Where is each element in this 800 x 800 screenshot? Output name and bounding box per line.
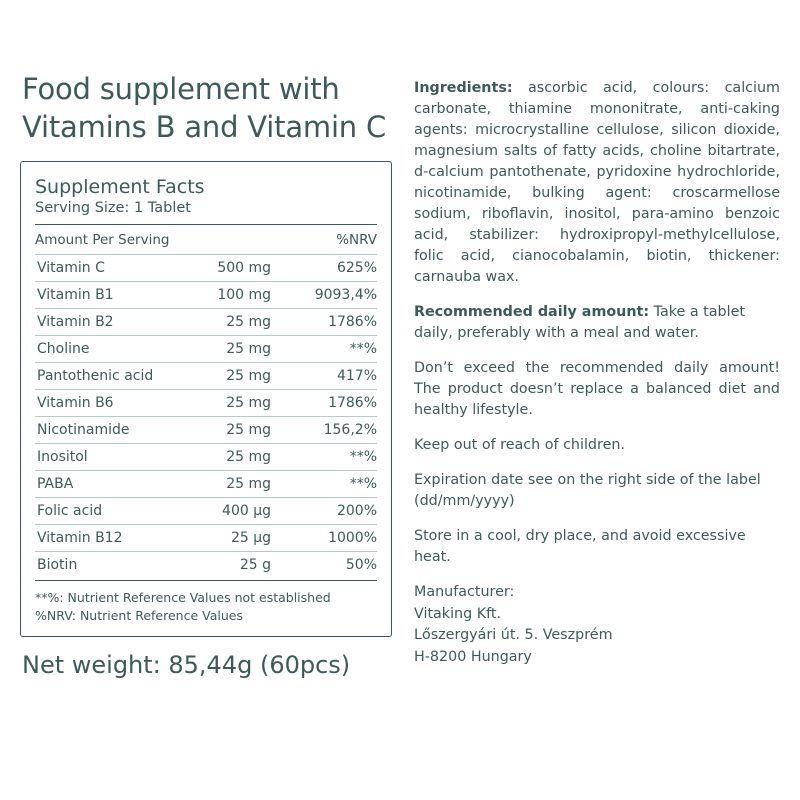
nutrient-amount: 500 mg — [199, 254, 301, 281]
table-row — [35, 308, 377, 335]
nutrient-nrv: 417% — [301, 362, 377, 389]
nutrient-nrv: 1000% — [301, 524, 377, 551]
column-header-nrv: %NRV — [301, 224, 377, 254]
nutrient-amount: 25 mg — [199, 362, 301, 389]
nutrient-amount: 25 mg — [199, 470, 301, 497]
nutrient-nrv: **% — [301, 443, 377, 470]
page-title: Food supplement with Vitamins B and Vitamin C — [22, 72, 387, 145]
nutrient-name: Vitamin B12 — [35, 524, 199, 551]
nutrient-amount: 25 mg — [199, 308, 301, 335]
warning-paragraph: Don’t exceed the recommended daily amount! The product doesn’t replace a balanced diet and healthy lifestyle. — [414, 360, 780, 419]
serving-size: Serving Size: 1 Tablet — [35, 199, 191, 216]
nutrient-nrv: 625% — [301, 254, 377, 281]
nutrient-nrv: 200% — [301, 497, 377, 524]
recommended-amount-paragraph — [414, 302, 780, 344]
table-row — [35, 443, 377, 470]
table-row — [35, 524, 377, 551]
footnotes — [35, 580, 377, 627]
column-header-amount-per-serving: Amount Per Serving — [35, 224, 199, 254]
table-row — [35, 470, 377, 497]
nutrient-name: Nicotinamide — [35, 416, 199, 443]
recommended-amount-text: Take a tablet daily, preferably with a meal and water. — [414, 304, 745, 342]
nutrient-name: Vitamin B6 — [35, 389, 199, 416]
nutrient-name: Biotin — [37, 556, 78, 573]
nutrient-amount: 400 µg — [199, 497, 301, 524]
nutrient-name: Inositol — [35, 443, 199, 470]
manufacturer-city: H-8200 Hungary — [414, 648, 532, 665]
left-column — [20, 70, 392, 760]
column-header-amount — [199, 224, 301, 254]
manufacturer-street: Lőszergyári út. 5. Veszprém — [414, 627, 613, 644]
nutrient-name: Choline — [35, 335, 199, 362]
ingredients-text: ascorbic acid, colours: calcium carbonate, thiamine mononitrate, anti-caking agents: microcrystalline cellulose, silicon dioxide, magnesium salts of fatty acids, choline bitartrate, d-calcium pantothenate, pyridoxine hydrochloride, nicotinamide, bulking agent: croscarmellose sodium, riboflavin, inositol, para-amino benzoic acid, stabilizer: hydroxipropyl-methylcellulose, folic acid, cianocobalamin, biotin, thickener: carnauba wax. — [414, 80, 780, 286]
footnote-nrv-definition: %NRV: Nutrient Reference Values — [35, 608, 243, 624]
manufacturer-block — [414, 582, 780, 668]
table-row — [35, 281, 377, 308]
storage-paragraph: Store in a cool, dry place, and avoid excessive heat. — [414, 528, 746, 566]
nutrient-name: Folic acid — [35, 497, 199, 524]
nutrient-nrv: 1786% — [301, 308, 377, 335]
nutrient-amount: 25 mg — [199, 416, 301, 443]
nutrient-name: Pantothenic acid — [35, 362, 199, 389]
nutrient-amount: 100 mg — [199, 281, 301, 308]
nutrient-nrv: 9093,4% — [301, 281, 377, 308]
nutrient-name: Vitamin B1 — [35, 281, 199, 308]
table-row — [35, 362, 377, 389]
recommended-amount-label: Recommended daily amount: — [414, 304, 650, 321]
nutrient-nrv: **% — [301, 335, 377, 362]
nutrient-name: PABA — [35, 470, 199, 497]
table-row — [35, 497, 377, 524]
keep-out-of-reach-paragraph: Keep out of reach of children. — [414, 437, 625, 454]
ingredients-label: Ingredients: — [414, 80, 513, 96]
table-row — [35, 389, 377, 416]
table-row — [35, 416, 377, 443]
footnote-nrv-not-established: **%: Nutrient Reference Values not established — [35, 589, 331, 605]
manufacturer-name: Vitaking Kft. — [414, 605, 502, 622]
nutrient-name: Vitamin C — [35, 254, 199, 281]
nutrient-nrv: 50% — [345, 556, 377, 573]
supplement-facts-table — [35, 224, 377, 578]
table-row — [35, 254, 377, 281]
expiration-paragraph: Expiration date see on the right side of the label (dd/mm/yyyy) — [414, 472, 761, 510]
nutrient-amount: 25 mg — [199, 443, 301, 470]
nutrient-nrv: **% — [301, 470, 377, 497]
manufacturer-label: Manufacturer: — [414, 584, 515, 601]
supplement-facts-heading: Supplement Facts — [35, 175, 205, 198]
supplement-facts-panel — [20, 161, 392, 638]
table-row — [35, 335, 377, 362]
net-weight: Net weight: 85,44g (60pcs) — [22, 651, 351, 680]
nutrient-amount: 25 mg — [199, 389, 301, 416]
right-column — [414, 70, 780, 760]
nutrient-amount: 25 g — [239, 556, 272, 573]
table-row — [35, 551, 377, 578]
nutrient-nrv: 1786% — [301, 389, 377, 416]
nutrient-name: Vitamin B2 — [35, 308, 199, 335]
nutrient-amount: 25 mg — [199, 335, 301, 362]
ingredients-paragraph — [414, 78, 780, 288]
table-header-row — [35, 224, 377, 254]
nutrient-amount: 25 µg — [199, 524, 301, 551]
nutrient-nrv: 156,2% — [301, 416, 377, 443]
